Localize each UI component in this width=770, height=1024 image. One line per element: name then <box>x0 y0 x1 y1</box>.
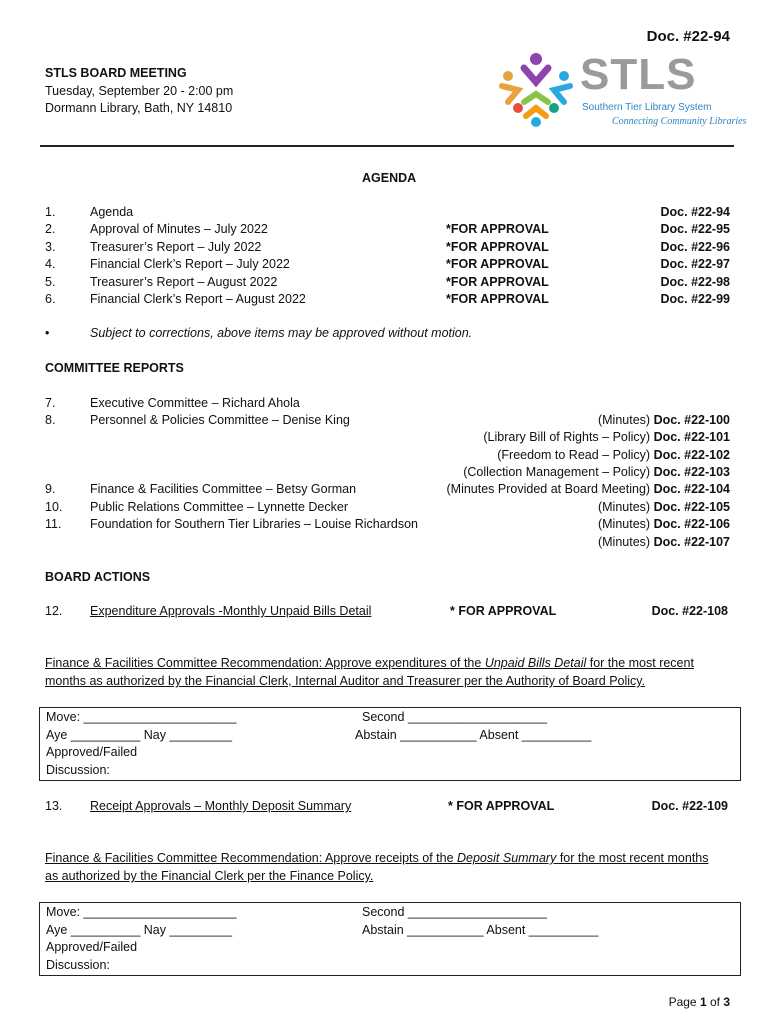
item-label: Financial Clerk’s Report – July 2022 <box>90 257 290 271</box>
item-number: 4. <box>45 257 56 271</box>
item-label: Approval of Minutes – July 2022 <box>90 222 268 236</box>
move-field[interactable]: Move: ______________________ <box>46 710 237 724</box>
logo-tagline: Connecting Community Libraries <box>612 116 747 127</box>
item-number: 11. <box>45 517 62 531</box>
item-doc: Doc. #22-98 <box>660 275 730 289</box>
committee-title: COMMITTEE REPORTS <box>45 361 184 375</box>
committee-doc: (Minutes) Doc. #22-100 <box>597 413 730 427</box>
vote-box <box>39 902 741 976</box>
action-label: Receipt Approvals – Monthly Deposit Summary <box>90 799 352 813</box>
item-status: *FOR APPROVAL <box>446 257 549 271</box>
recommendation-line2: as authorized by the Financial Clerk per the Finance Policy. <box>45 869 374 883</box>
committee-doc: (Collection Management – Policy) Doc. #22-103 <box>463 465 730 479</box>
abstain-absent-field[interactable]: Abstain ___________ Absent __________ <box>355 728 592 742</box>
aye-nay-field[interactable]: Aye __________ Nay _________ <box>46 923 233 937</box>
note-bullet: • <box>45 326 50 340</box>
header-divider <box>40 145 734 147</box>
board-actions-title: BOARD ACTIONS <box>45 570 151 584</box>
item-number: 10. <box>45 500 63 514</box>
recommendation: Finance & Facilities Committee Recommendation: Approve expenditures of the Unpaid Bills Detail for the most recent <box>45 656 694 670</box>
agenda-title: AGENDA <box>362 171 417 185</box>
item-doc: Doc. #22-95 <box>660 222 730 236</box>
action-label: Expenditure Approvals -Monthly Unpaid Bills Detail <box>90 604 372 618</box>
item-number: 3. <box>45 240 56 254</box>
discussion-label: Discussion: <box>46 958 110 972</box>
committee-item: Executive Committee – Richard Ahola <box>90 396 300 410</box>
meeting-title: STLS BOARD MEETING <box>45 66 187 80</box>
item-label: Financial Clerk’s Report – August 2022 <box>90 292 306 306</box>
committee-item: Personnel & Policies Committee – Denise King <box>90 413 350 427</box>
meeting-datetime: Tuesday, September 20 - 2:00 pm <box>45 84 234 98</box>
committee-doc: (Minutes) Doc. #22-107 <box>597 535 730 549</box>
aye-nay-field[interactable]: Aye __________ Nay _________ <box>46 728 233 742</box>
abstain-absent-field[interactable]: Abstain ___________ Absent __________ <box>362 923 599 937</box>
item-number: 9. <box>45 482 56 496</box>
item-status: *FOR APPROVAL <box>446 275 549 289</box>
item-label: Agenda <box>90 205 134 219</box>
item-number: 7. <box>45 396 56 410</box>
logo-subtitle: Southern Tier Library System <box>582 102 712 113</box>
move-field[interactable]: Move: ______________________ <box>46 905 237 919</box>
committee-item: Finance & Facilities Committee – Betsy Gorman <box>90 482 357 496</box>
committee-doc: (Minutes) Doc. #22-106 <box>597 517 730 531</box>
item-number: 6. <box>45 292 56 306</box>
item-number: 1. <box>45 205 56 219</box>
committee-item: Foundation for Southern Tier Libraries – Louise Richardson <box>90 517 418 531</box>
agenda-note: Subject to corrections, above items may be approved without motion. <box>90 326 473 340</box>
logo-text: STLS <box>580 50 697 99</box>
page-number: Page 1 of 3 <box>668 995 730 1009</box>
second-field[interactable]: Second ____________________ <box>362 710 547 724</box>
action-status: * FOR APPROVAL <box>448 799 555 813</box>
action-doc: Doc. #22-109 <box>651 799 728 813</box>
item-doc: Doc. #22-97 <box>660 257 730 271</box>
approved-failed-label: Approved/Failed <box>46 940 138 954</box>
stls-logo <box>496 50 747 130</box>
doc-number: Doc. #22-94 <box>646 28 730 45</box>
item-status: *FOR APPROVAL <box>446 240 549 254</box>
vote-box <box>39 707 741 781</box>
item-number: 13. <box>45 799 63 813</box>
discussion-label: Discussion: <box>46 763 110 777</box>
approved-failed-label: Approved/Failed <box>46 745 138 759</box>
item-doc: Doc. #22-96 <box>660 240 730 254</box>
item-number: 2. <box>45 222 56 236</box>
stls-logo-icon <box>496 50 576 128</box>
action-status: * FOR APPROVAL <box>450 604 557 618</box>
item-doc: Doc. #22-99 <box>660 292 730 306</box>
committee-doc: (Minutes Provided at Board Meeting) Doc. #22-104 <box>446 482 730 496</box>
recommendation-line2: months as authorized by the Financial Clerk, Internal Auditor and Treasurer per the Authority of Board Policy. <box>45 674 646 688</box>
action-doc: Doc. #22-108 <box>651 604 728 618</box>
committee-doc: (Minutes) Doc. #22-105 <box>597 500 730 514</box>
committee-doc: (Freedom to Read – Policy) Doc. #22-102 <box>497 448 730 462</box>
item-label: Treasurer’s Report – July 2022 <box>90 240 262 254</box>
item-doc: Doc. #22-94 <box>660 205 730 219</box>
item-number: 12. <box>45 604 63 618</box>
item-label: Treasurer’s Report – August 2022 <box>90 275 278 289</box>
committee-doc: (Library Bill of Rights – Policy) Doc. #22-101 <box>483 430 730 444</box>
item-status: *FOR APPROVAL <box>446 222 549 236</box>
item-number: 8. <box>45 413 56 427</box>
item-number: 5. <box>45 275 56 289</box>
item-status: *FOR APPROVAL <box>446 292 549 306</box>
second-field[interactable]: Second ____________________ <box>362 905 547 919</box>
meeting-location: Dormann Library, Bath, NY 14810 <box>45 101 233 115</box>
recommendation: Finance & Facilities Committee Recommendation: Approve receipts of the Deposit Summary for the most recent months <box>45 851 709 865</box>
committee-item: Public Relations Committee – Lynnette Decker <box>90 500 348 514</box>
